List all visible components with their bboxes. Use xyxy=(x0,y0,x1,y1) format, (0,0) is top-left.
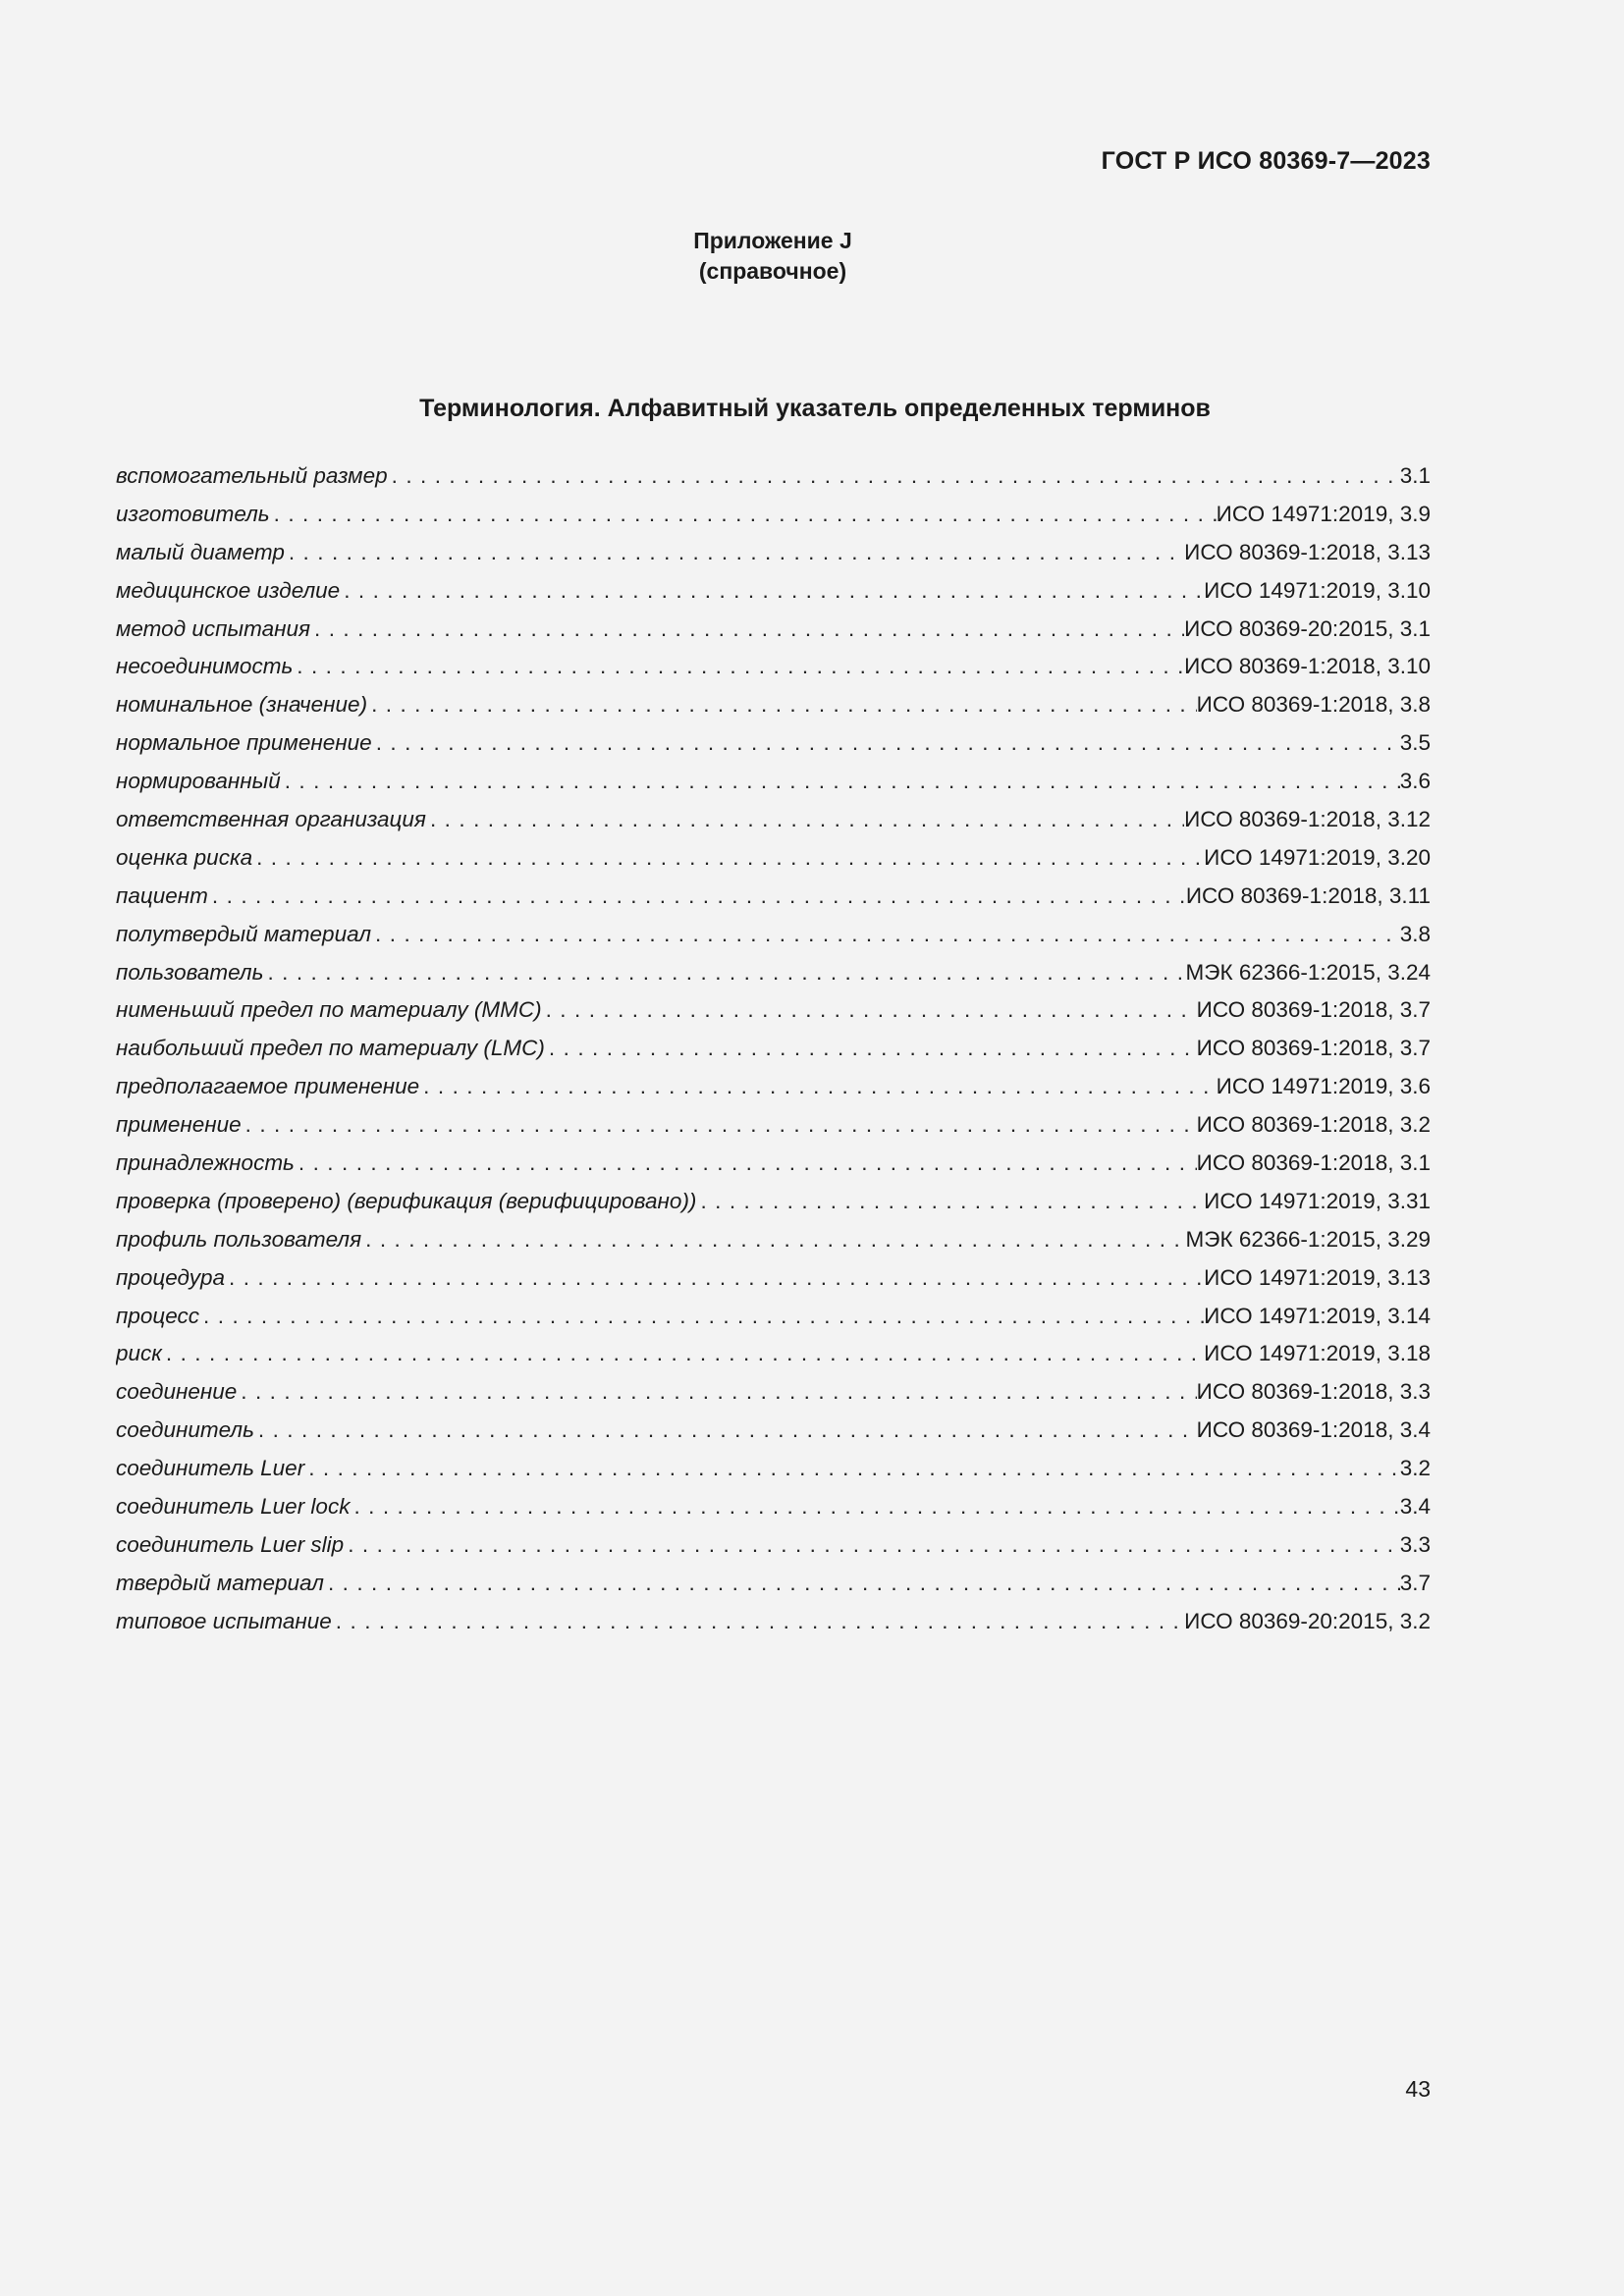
dot-leader xyxy=(372,730,1400,756)
index-entry xyxy=(116,730,1431,769)
index-term: несоединимость xyxy=(116,654,294,679)
index-entry xyxy=(116,540,1431,578)
dot-leader xyxy=(263,960,1185,986)
dot-leader xyxy=(254,1417,1197,1443)
dot-leader xyxy=(388,463,1400,489)
index-entry xyxy=(116,1227,1431,1265)
index-reference: ИСО 14971:2019, 3.14 xyxy=(1204,1303,1431,1328)
index-term: процесс xyxy=(116,1303,200,1328)
dot-leader xyxy=(361,1227,1185,1253)
appendix-subtitle: (справочное) xyxy=(698,258,847,284)
dot-leader xyxy=(344,1532,1400,1558)
dot-leader xyxy=(542,997,1197,1023)
index-entry xyxy=(116,807,1431,845)
index-term: номинальное (значение) xyxy=(116,692,368,718)
index-entry xyxy=(116,960,1431,998)
index-entry xyxy=(116,463,1431,502)
index-entry xyxy=(116,1341,1431,1379)
dot-leader xyxy=(696,1189,1204,1214)
dot-leader xyxy=(270,502,1217,527)
index-reference: ИСО 80369-1:2018, 3.7 xyxy=(1196,997,1431,1023)
index-entry xyxy=(116,1150,1431,1189)
index-term: типовое испытание xyxy=(116,1608,332,1633)
dot-leader xyxy=(237,1379,1196,1405)
index-entry xyxy=(116,883,1431,922)
index-reference: 3.8 xyxy=(1399,921,1431,946)
index-term: полутвердый материал xyxy=(116,921,372,946)
index-term: твердый материал xyxy=(116,1570,324,1595)
index-reference: 3.7 xyxy=(1399,1570,1431,1595)
index-term: малый диаметр xyxy=(116,539,285,564)
index-reference: ИСО 80369-1:2018, 3.8 xyxy=(1196,692,1431,718)
index-entry xyxy=(116,1571,1431,1609)
document-code: ГОСТ Р ИСО 80369-7—2023 xyxy=(1101,147,1431,175)
index-reference: ИСО 80369-1:2018, 3.7 xyxy=(1196,1036,1431,1061)
index-entry xyxy=(116,502,1431,540)
appendix-heading xyxy=(0,226,1545,287)
index-entry xyxy=(116,1112,1431,1150)
index-reference: ИСО 80369-1:2018, 3.2 xyxy=(1196,1112,1431,1138)
index-term: соединение xyxy=(116,1379,238,1405)
index-reference: МЭК 62366-1:2015, 3.29 xyxy=(1185,1226,1431,1252)
index-reference: 3.5 xyxy=(1399,730,1431,756)
dot-leader xyxy=(350,1494,1399,1520)
index-term: соединитель Luer slip xyxy=(116,1531,345,1557)
index-entry xyxy=(116,769,1431,807)
dot-leader xyxy=(426,807,1184,832)
index-entry xyxy=(116,654,1431,692)
index-entry xyxy=(116,1494,1431,1532)
dot-leader xyxy=(199,1304,1204,1329)
index-term: соединитель Luer lock xyxy=(116,1494,351,1520)
dot-leader xyxy=(252,845,1204,871)
index-reference: ИСО 14971:2019, 3.20 xyxy=(1204,844,1431,870)
dot-leader xyxy=(304,1456,1400,1481)
index-entry xyxy=(116,1609,1431,1647)
dot-leader xyxy=(225,1265,1204,1291)
dot-leader xyxy=(545,1036,1197,1061)
index-term: метод испытания xyxy=(116,615,310,641)
index-term: нименьший предел по материалу (MMC) xyxy=(116,997,542,1023)
index-reference: 3.4 xyxy=(1399,1494,1431,1520)
index-reference: МЭК 62366-1:2015, 3.24 xyxy=(1185,959,1431,985)
index-entry xyxy=(116,845,1431,883)
index-term: медицинское изделие xyxy=(116,577,341,603)
dot-leader xyxy=(281,769,1400,794)
index-reference: ИСО 80369-1:2018, 3.1 xyxy=(1196,1150,1431,1176)
index-term: оценка риска xyxy=(116,844,253,870)
dot-leader xyxy=(419,1074,1216,1099)
index-term: нормированный xyxy=(116,769,281,794)
dot-leader xyxy=(332,1609,1184,1634)
index-term: процедура xyxy=(116,1264,225,1290)
dot-leader xyxy=(371,922,1400,947)
index-reference: ИСО 80369-1:2018, 3.10 xyxy=(1184,654,1431,679)
index-reference: 3.3 xyxy=(1399,1531,1431,1557)
index-reference: ИСО 80369-1:2018, 3.13 xyxy=(1184,539,1431,564)
dot-leader xyxy=(208,883,1186,909)
index-reference: ИСО 80369-1:2018, 3.3 xyxy=(1196,1379,1431,1405)
index-term: профиль пользователя xyxy=(116,1226,362,1252)
dot-leader xyxy=(367,692,1197,718)
index-term: предполагаемое применение xyxy=(116,1074,420,1099)
index-entry xyxy=(116,1532,1431,1571)
index-term: соединитель Luer xyxy=(116,1456,305,1481)
dot-leader xyxy=(162,1341,1204,1366)
index-entry xyxy=(116,578,1431,616)
index-reference: 3.6 xyxy=(1399,769,1431,794)
index-term: принадлежность xyxy=(116,1150,295,1176)
index-reference: 3.1 xyxy=(1399,463,1431,488)
index-reference: ИСО 14971:2019, 3.31 xyxy=(1204,1188,1431,1213)
index-entry xyxy=(116,1036,1431,1074)
index-entry xyxy=(116,997,1431,1036)
index-entry xyxy=(116,1265,1431,1304)
index-term: соединитель xyxy=(116,1417,254,1443)
index-reference: ИСО 14971:2019, 3.13 xyxy=(1204,1264,1431,1290)
index-entry xyxy=(116,1417,1431,1456)
index-term: риск xyxy=(116,1341,162,1366)
index-term: проверка (проверено) (верификация (верифицировано)) xyxy=(116,1188,697,1213)
index-entry xyxy=(116,1074,1431,1112)
index-entry xyxy=(116,692,1431,730)
index-entry xyxy=(116,922,1431,960)
section-title: Терминология. Алфавитный указатель определенных терминов xyxy=(419,395,1211,422)
term-index xyxy=(116,463,1431,1647)
index-term: нормальное применение xyxy=(116,730,372,756)
index-entry xyxy=(116,1304,1431,1342)
index-reference: ИСО 14971:2019, 3.10 xyxy=(1204,577,1431,603)
index-reference: ИСО 80369-20:2015, 3.1 xyxy=(1184,615,1431,641)
index-reference: ИСО 80369-1:2018, 3.12 xyxy=(1184,807,1431,832)
dot-leader xyxy=(324,1571,1400,1596)
index-reference: ИСО 14971:2019, 3.6 xyxy=(1216,1074,1431,1099)
index-reference: ИСО 14971:2019, 3.18 xyxy=(1204,1341,1431,1366)
dot-leader xyxy=(310,616,1184,642)
index-term: применение xyxy=(116,1112,242,1138)
index-entry xyxy=(116,1379,1431,1417)
index-reference: ИСО 80369-20:2015, 3.2 xyxy=(1184,1608,1431,1633)
index-entry xyxy=(116,1456,1431,1494)
index-reference: 3.2 xyxy=(1399,1456,1431,1481)
page-number: 43 xyxy=(1405,2076,1431,2102)
index-entry xyxy=(116,616,1431,655)
index-term: вспомогательный размер xyxy=(116,463,388,488)
appendix-title: Приложение J xyxy=(693,228,852,253)
dot-leader xyxy=(295,1150,1197,1176)
index-term: ответственная организация xyxy=(116,807,426,832)
index-term: пациент xyxy=(116,882,208,908)
index-term: пользователь xyxy=(116,959,264,985)
dot-leader xyxy=(242,1112,1197,1138)
index-reference: ИСО 80369-1:2018, 3.4 xyxy=(1196,1417,1431,1443)
index-entry xyxy=(116,1189,1431,1227)
index-term: изготовитель xyxy=(116,501,270,526)
dot-leader xyxy=(285,540,1184,565)
dot-leader xyxy=(293,654,1184,679)
index-reference: ИСО 14971:2019, 3.9 xyxy=(1216,501,1431,526)
dot-leader xyxy=(340,578,1204,604)
index-term: наибольший предел по материалу (LMC) xyxy=(116,1036,545,1061)
index-reference: ИСО 80369-1:2018, 3.11 xyxy=(1185,882,1431,908)
